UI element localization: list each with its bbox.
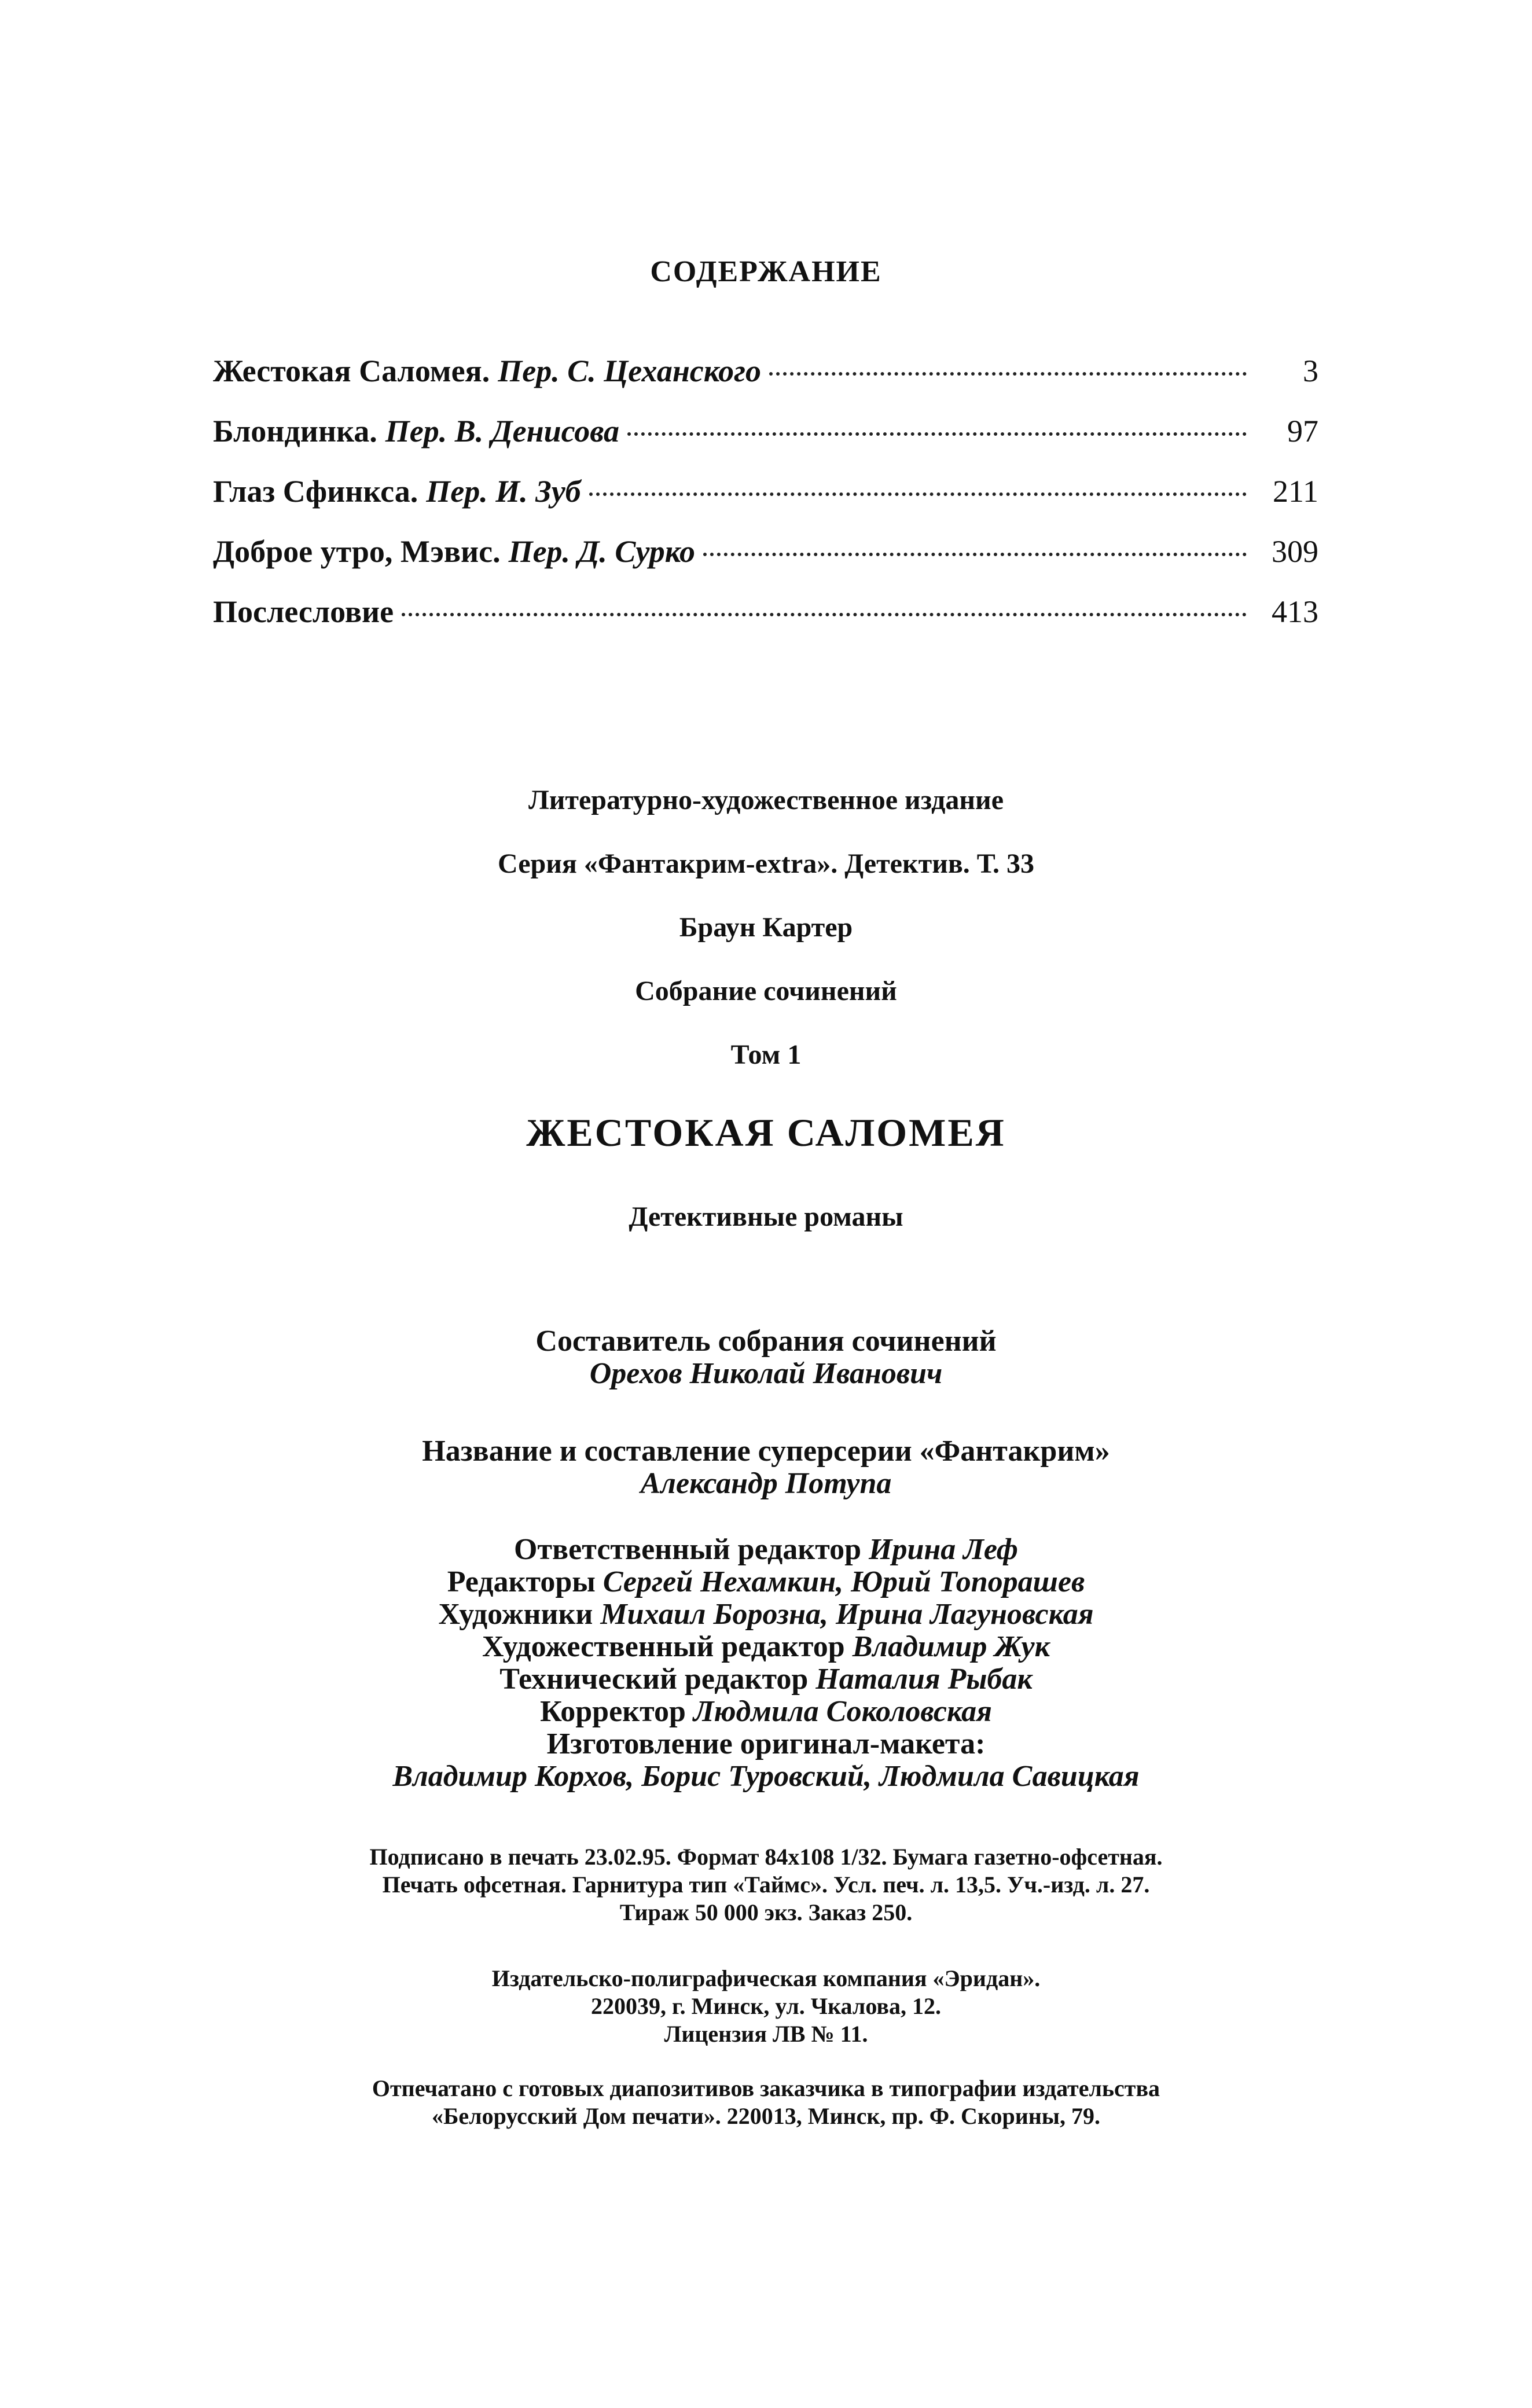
toc-entry-title: Блондинка. [213,414,377,448]
publisher-info [0,1965,1532,2048]
toc-entry[interactable] [213,413,1318,473]
toc-entry-page: 211 [1273,474,1318,509]
author-name: Браун Картер [679,912,853,943]
art-editor-role: Художественный редактор [482,1630,845,1663]
toc-entry-translator: Пер. И. Зуб [426,474,581,509]
toc-entry-page: 309 [1272,534,1318,569]
compiler-block [0,1325,1532,1390]
toc-dot-leader [402,613,1247,616]
layout-names: Владимир Корхов, Борис Туровский, Людмила Савицкая [392,1760,1140,1793]
book-title: ЖЕСТОКАЯ САЛОМЕЯ [526,1111,1006,1155]
toc-entry[interactable] [213,534,1318,594]
toc-heading: СОДЕРЖАНИЕ [650,255,882,288]
toc-entry-translator: Пер. В. Денисова [385,414,619,448]
art-editor-name: Владимир Жук [852,1630,1050,1663]
layout-role: Изготовление оригинал-макета: [546,1727,986,1760]
artists-role: Художники [438,1598,593,1631]
compiler-name: Орехов Николай Иванович [589,1357,943,1390]
toc-dot-leader [769,372,1247,376]
chief-editor-role: Ответственный редактор [514,1533,862,1566]
publisher-line: 220039, г. Минск, ул. Чкалова, 12. [591,1993,941,2019]
tech-editor-role: Технический редактор [499,1663,809,1696]
printer-info [0,2075,1532,2130]
toc-entry-translator: Пер. Д. Сурко [508,534,696,569]
corrector-name: Людмила Соколовская [693,1695,992,1728]
toc-entry-page: 97 [1287,414,1318,448]
chief-editor-name: Ирина Леф [869,1533,1018,1566]
tech-editor-name: Наталия Рыбак [815,1663,1033,1696]
toc-entry-translator: Пер. С. Цеханского [498,354,762,388]
print-info-line: Тираж 50 000 экз. Заказ 250. [619,1899,913,1925]
genre-label: Детективные романы [629,1201,903,1232]
series-role: Название и составление суперсерии «Фантакрим» [422,1435,1110,1468]
artists-names: Михаил Борозна, Ирина Лагуновская [600,1598,1094,1631]
compiler-role: Составитель собрания сочинений [535,1325,997,1358]
toc-entry-title: Послесловие [213,594,394,629]
toc-dot-leader [589,492,1247,496]
toc-entry[interactable] [213,353,1318,413]
publisher-line: Лицензия ЛВ № 11. [664,2021,868,2047]
print-info [0,1843,1532,1927]
toc-entry-page: 413 [1272,594,1318,629]
publisher-line: Издательско-полиграфическая компания «Эридан». [491,1965,1041,1991]
collection-label: Собрание сочинений [635,976,897,1006]
toc-entry[interactable] [213,473,1318,534]
edition-type: Литературно-художественное издание [528,785,1004,815]
staff-block [0,1534,1532,1793]
series-block [0,1435,1532,1500]
editors-names: Сергей Нехамкин, Юрий Топорашев [602,1565,1085,1598]
print-info-line: Печать офсетная. Гарнитура тип «Таймс». Усл. печ. л. 13,5. Уч.-изд. л. 27. [382,1872,1150,1898]
toc-entry-title: Глаз Сфинкса. [213,474,418,509]
toc-entry-page: 3 [1303,354,1318,388]
printer-line: Отпечатано с готовых диапозитивов заказчика в типографии издательства [372,2075,1160,2101]
toc-dot-leader [703,553,1247,556]
series-line: Серия «Фантакрим-extra». Детектив. Т. 33 [497,848,1035,879]
corrector-role: Корректор [540,1695,686,1728]
toc-entry[interactable] [213,594,1318,654]
toc-entry-title: Доброе утро, Мэвис. [213,534,501,569]
toc-dot-leader [627,432,1247,436]
table-of-contents [213,353,1318,654]
volume-label: Том 1 [730,1039,802,1070]
print-info-line: Подписано в печать 23.02.95. Формат 84x108 1/32. Бумага газетно-офсетная. [369,1844,1163,1870]
editors-role: Редакторы [447,1565,596,1598]
printer-line: «Белорусский Дом печати». 220013, Минск, пр. Ф. Скорины, 79. [431,2103,1101,2129]
series-name: Александр Потупа [640,1467,892,1500]
toc-entry-title: Жестокая Саломея. [213,354,490,388]
